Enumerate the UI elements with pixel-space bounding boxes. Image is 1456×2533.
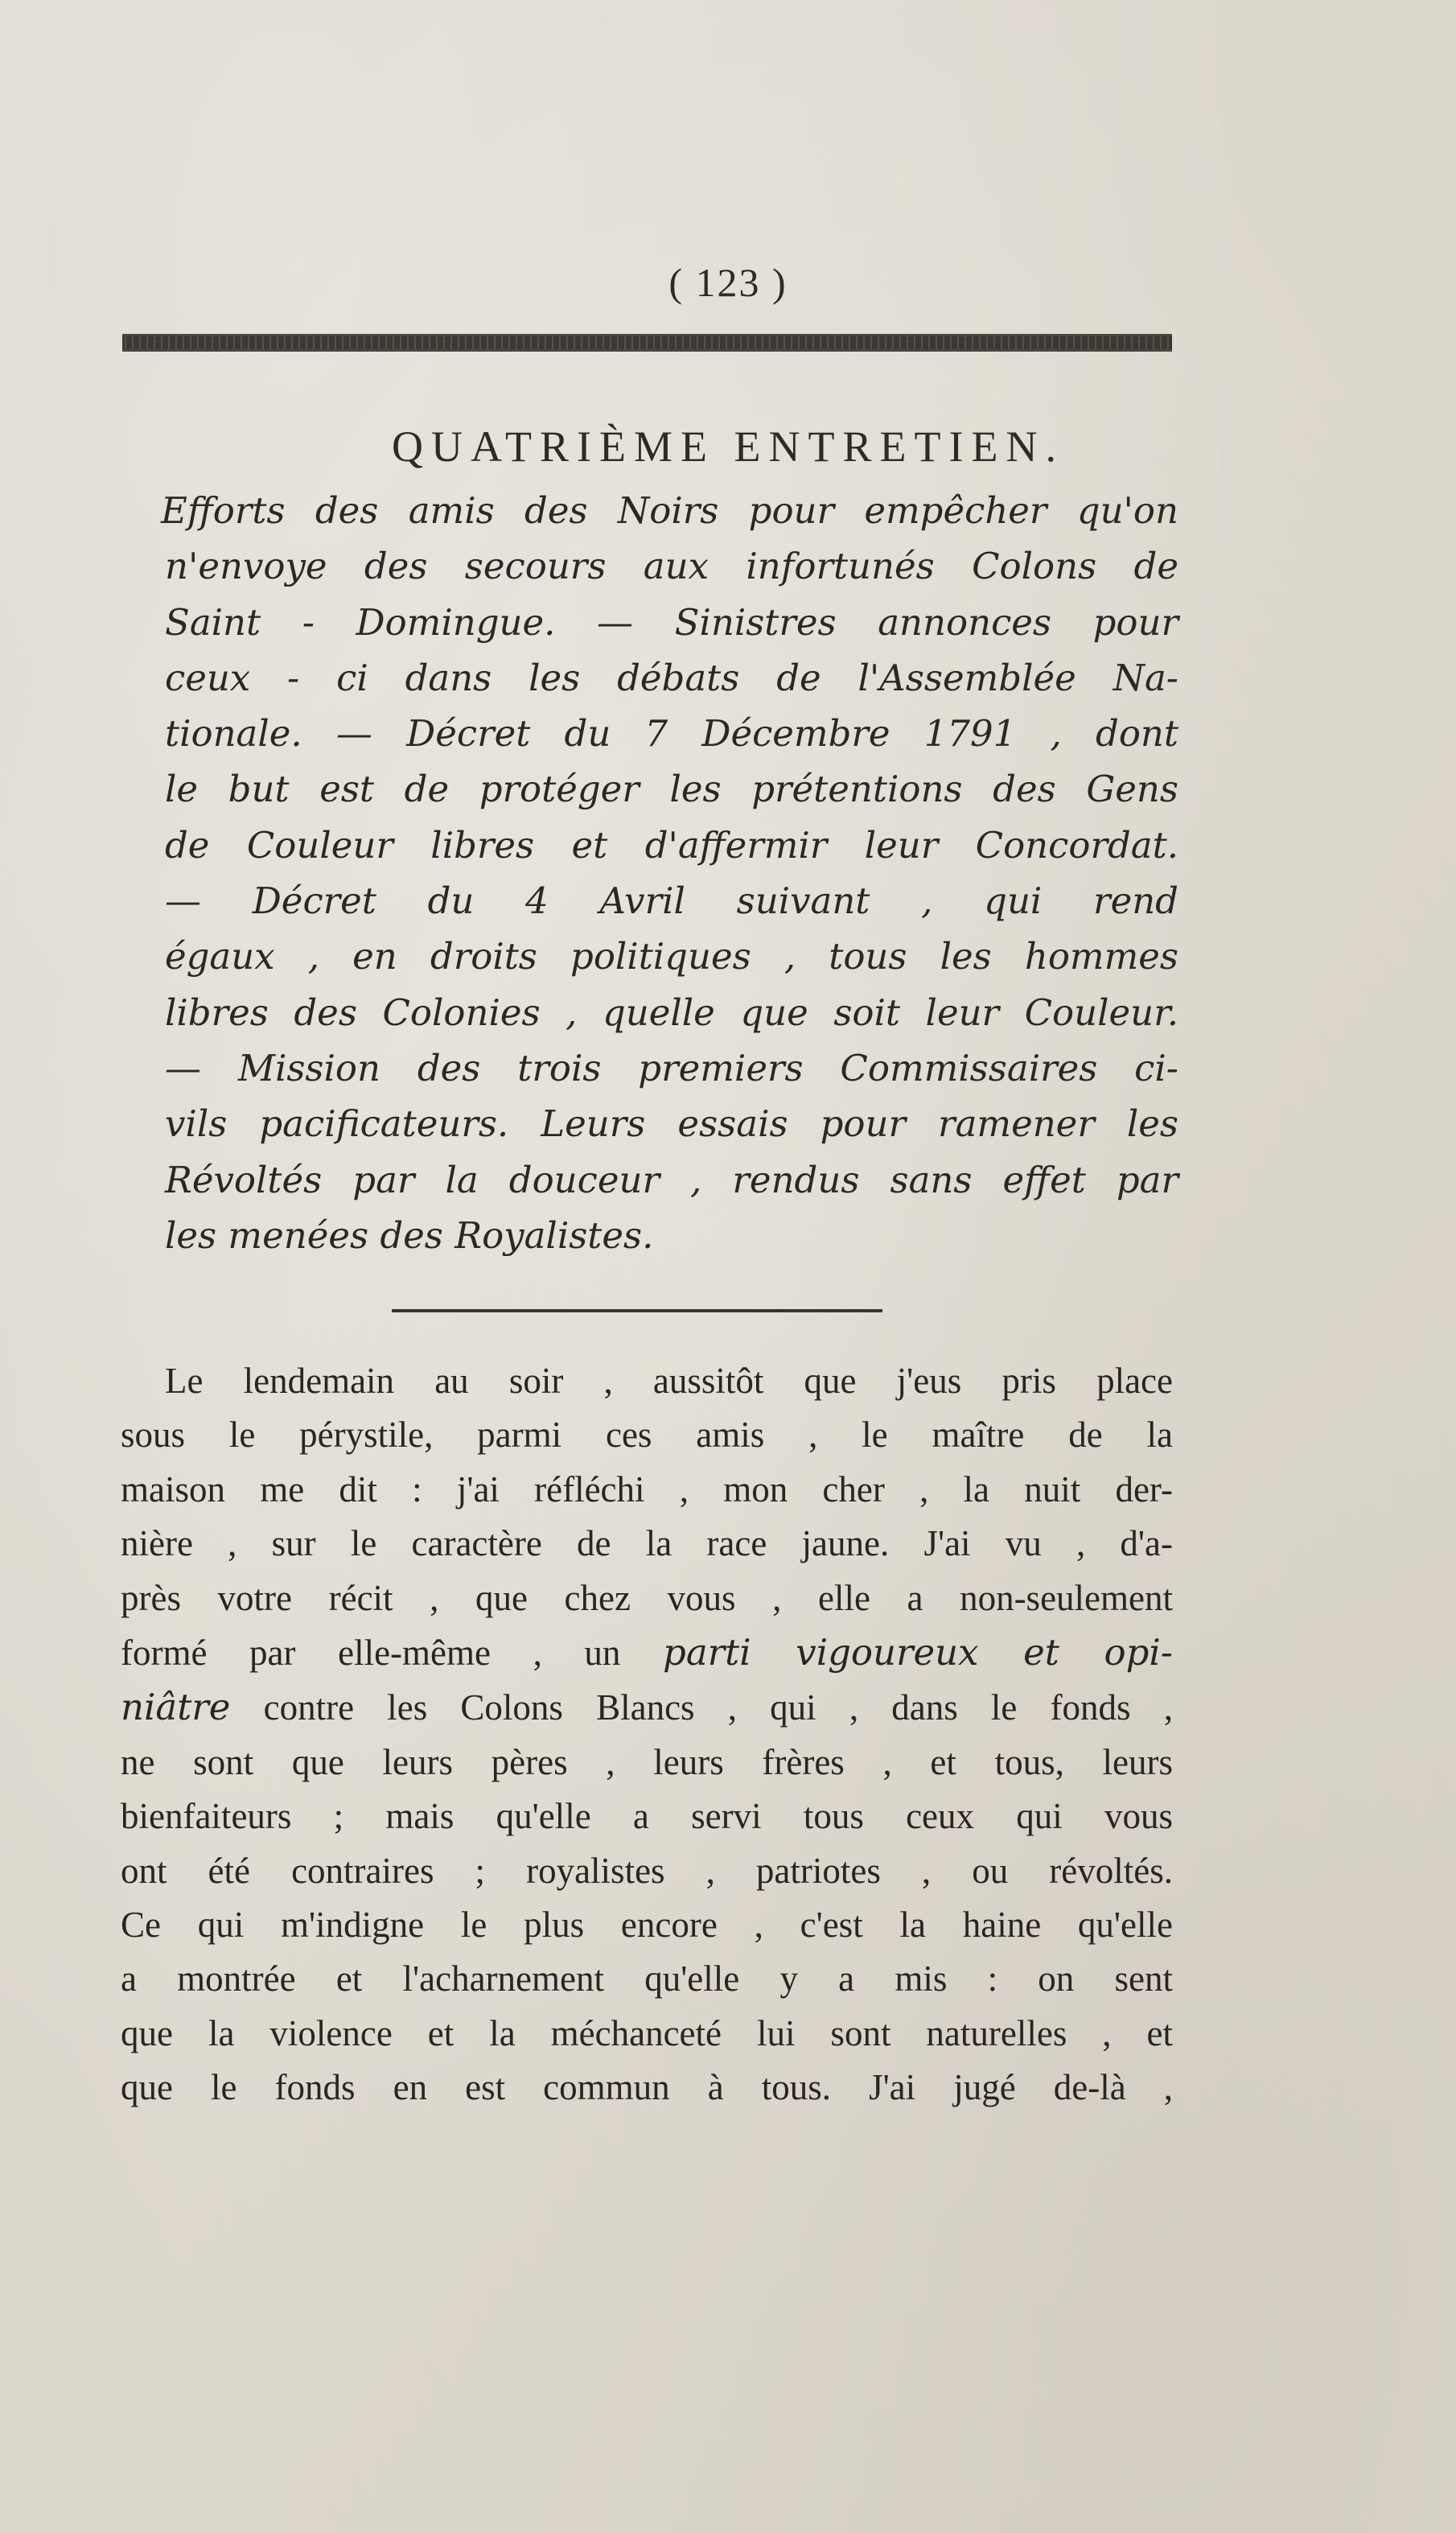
chapter-summary	[161, 483, 1178, 1263]
summary-line: — Décret du 4 Avril suivant , qui rend	[165, 879, 1178, 923]
summary-line: tionale. — Décret du 7 Décembre 1791 , dont	[165, 712, 1178, 756]
body-line: Ce qui m'indigne le plus encore , c'est la haine qu'elle	[121, 1905, 1173, 1946]
body-line: bienfaiteurs ; mais qu'elle a servi tous ceux qui vous	[121, 1796, 1173, 1837]
summary-line: égaux , en droits politiques , tous les hommes	[165, 935, 1178, 978]
summary-line: Révoltés par la douceur , rendus sans effet par	[165, 1158, 1178, 1201]
summary-line: Saint - Domingue. — Sinistres annonces pour	[165, 600, 1178, 644]
summary-line: ceux - ci dans les débats de l'Assemblée Na-	[165, 656, 1178, 699]
body-line: près votre récit , que chez vous , elle a non-seulement	[121, 1577, 1173, 1618]
chapter-title: QUATRIÈME ENTRETIEN.	[392, 422, 1064, 472]
body-line: maison me dit : j'ai réfléchi , mon cher , la nuit der-	[121, 1468, 1173, 1510]
summary-line: de Couleur libres et d'affermir leur Concordat.	[165, 823, 1178, 867]
page-number: ( 123 )	[668, 260, 788, 305]
body-line: Le lendemain au soir , aussitôt que j'eus pris place	[165, 1361, 1173, 1401]
italic-emphasis: niâtre	[121, 1686, 231, 1729]
body-line: que la violence et la méchanceté lui sont naturelles , et	[121, 2012, 1173, 2053]
italic-emphasis: parti vigoureux et opi-	[663, 1631, 1173, 1674]
ornamental-rule	[122, 334, 1172, 352]
body-line	[121, 1625, 1173, 1680]
body-line: sous le pérystile, parmi ces amis , le maître de la	[121, 1415, 1173, 1456]
body-line: que le fonds en est commun à tous. J'ai jugé de-là ,	[121, 2067, 1173, 2108]
summary-line: libres des Colonies , quelle que soit leur Couleur.	[165, 991, 1178, 1034]
body-paragraph	[121, 1354, 1173, 2115]
summary-line: — Mission des trois premiers Commissaires ci-	[165, 1046, 1178, 1089]
body-line: ne sont que leurs pères , leurs frères , et tous, leurs	[121, 1741, 1173, 1782]
body-line: a montrée et l'acharnement qu'elle y a mis : on sent	[121, 1958, 1173, 2000]
section-divider	[392, 1309, 882, 1312]
summary-line: n'envoye des secours aux infortunés Colons de	[165, 545, 1178, 588]
summary-line: Efforts des amis des Noirs pour empêcher qu'on	[161, 489, 1178, 532]
summary-line: le but est de protéger les prétentions des Gens	[165, 768, 1178, 811]
body-line: nière , sur le caractère de la race jaune. J'ai vu , d'a-	[121, 1523, 1173, 1564]
body-line-text: formé par elle-même , un	[121, 1633, 664, 1674]
body-line	[121, 1680, 1173, 1735]
summary-line: les menées des Royalistes.	[165, 1213, 654, 1257]
body-line-text: contre les Colons Blancs , qui , dans le fonds ,	[230, 1687, 1173, 1728]
summary-line: vils pacificateurs. Leurs essais pour ramener les	[165, 1102, 1178, 1146]
body-line: ont été contraires ; royalistes , patriotes , ou révoltés.	[121, 1850, 1173, 1891]
